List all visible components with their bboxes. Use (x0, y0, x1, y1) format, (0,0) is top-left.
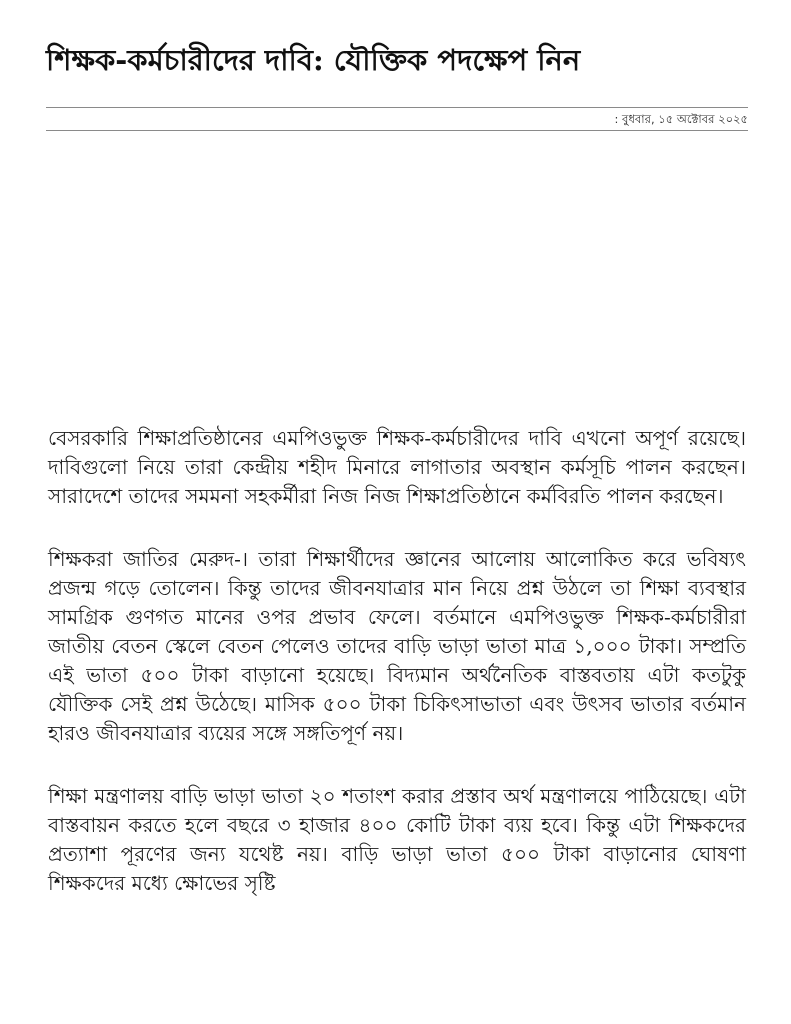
article-paragraph: বেসরকারি শিক্ষাপ্রতিষ্ঠানের এমপিওভুক্ত শিক্ষক-কর্মচারীদের দাবি এখনো অপূর্ণ রয়েছে। দাবিগুলো নিয়ে তারা কেন্দ্রীয় শহীদ মিনারে লাগাতার অবস্থান কর্মসূচি পালন করছেন। সারাদেশে তাদের সমমনা সহকর্মীরা নিজ নিজ শিক্ষাপ্রতিষ্ঠানে কর্মবিরতি পালন করছেন। (48, 426, 746, 508)
header-divider-top (46, 107, 748, 108)
article-page (46, 0, 748, 1024)
article-body (48, 424, 746, 932)
article-paragraph: শিক্ষকরা জাতির মেরুদ-। তারা শিক্ষার্থীদের জ্ঞানের আলোয় আলোকিত করে ভবিষ্যৎ প্রজন্ম গড়ে তোলেন। কিন্তু তাদের জীবনযাত্রার মান নিয়ে প্রশ্ন উঠলে তা শিক্ষা ব্যবস্থার সামগ্রিক গুণগত মানের ওপর প্রভাব ফেলে। বর্তমানে এমপিওভুক্ত শিক্ষক-কর্মচারীরা জাতীয় বেতন স্কেলে বেতন পেলেও তাদের বাড়ি ভাড়া ভাতা মাত্র ১,০০০ টাকা। সম্প্রতি এই ভাতা ৫০০ টাকা বাড়ানো হয়েছে। বিদ্যমান অর্থনৈতিক বাস্তবতায় এটা কতটুকু যৌক্তিক সেই প্রশ্ন উঠেছে। মাসিক ৫০০ টাকা চিকিৎসাভাতা এবং উৎসব ভাতার বর্তমান হারও জীবনযাত্রার ব্যয়ের সঙ্গে সঙ্গতিপূর্ণ নয়। (48, 547, 746, 745)
article-image-area (46, 134, 748, 414)
article-paragraph: শিক্ষা মন্ত্রণালয় বাড়ি ভাড়া ভাতা ২০ শতাংশ করার প্রস্তাব অর্থ মন্ত্রণালয়ে পাঠিয়েছে। এটা বাস্তবায়ন করতে হলে বছরে ৩ হাজার ৪০০ কোটি টাকা ব্যয় হবে। কিন্তু এটা শিক্ষকদের প্রত্যাশা পূরণের জন্য যথেষ্ট নয়। বাড়ি ভাড়া ভাতা ৫০০ টাকা বাড়ানোর ঘোষণা শিক্ষকদের মধ্যে ক্ষোভের সৃষ্টি (48, 784, 746, 895)
article-dateline: : বুধবার, ১৫ অক্টোবর ২০২৫ (614, 112, 748, 126)
article-headline: শিক্ষক-কর্মচারীদের দাবি: যৌক্তিক পদক্ষেপ নিন (46, 43, 581, 77)
header-divider-bottom (46, 130, 748, 131)
